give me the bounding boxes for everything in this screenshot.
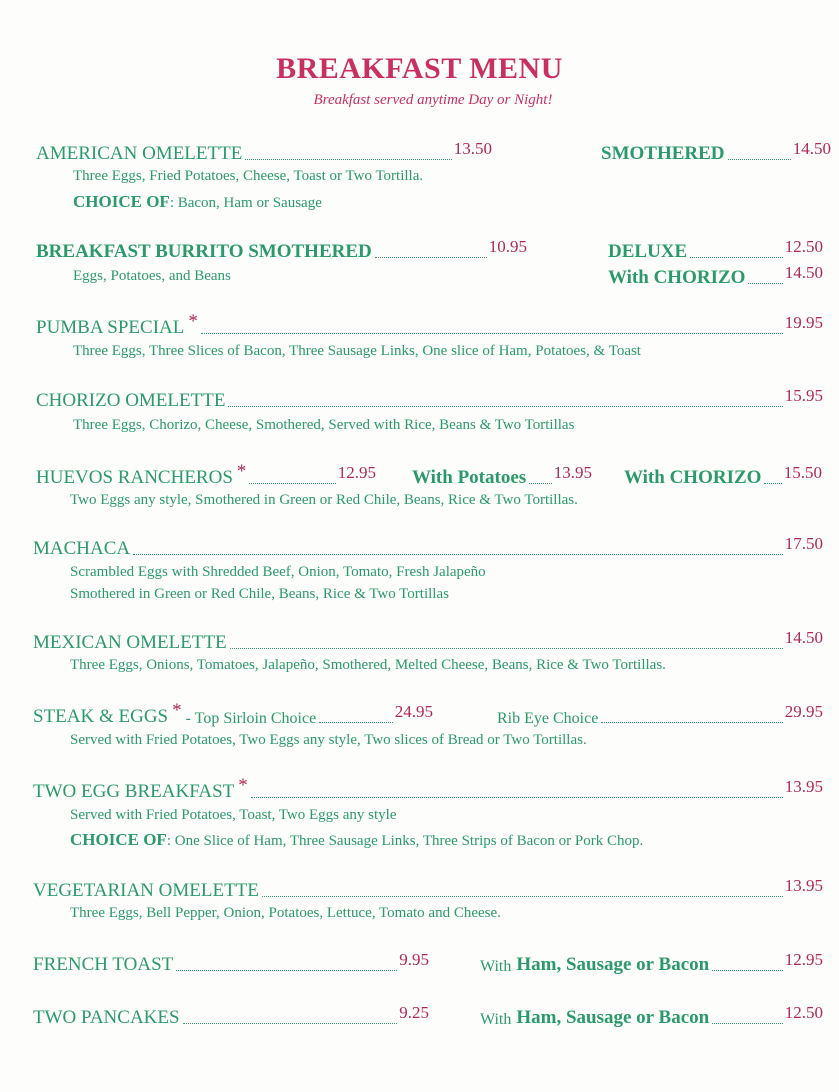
leader-dots [601,722,782,723]
item-price: 13.95 [784,876,823,895]
leader-dots [251,797,783,798]
item-name: SMOTHERED [601,143,725,164]
huevos-with-chorizo-row [624,465,822,489]
item-name: With Potatoes [412,467,527,488]
menu-title: BREAKFAST MENU [276,52,563,85]
pumba-special-desc: Three Eggs, Three Slices of Bacon, Three Sausage Links, One slice of Ham, Potatoes, & Toast [73,343,641,359]
sirloin-label: - Top Sirloin Choice [185,710,317,727]
with-label: With [480,1011,512,1028]
two-pancakes-with-row [480,1005,823,1029]
star-marker: * [172,700,182,721]
item-price: 12.95 [784,950,823,969]
item-price: 13.95 [553,463,592,482]
french-toast-with-row [480,952,823,976]
vegetarian-omelette-desc: Three Eggs, Bell Pepper, Onion, Potatoes, Lettuce, Tomato and Cheese. [70,905,501,921]
french-toast-row [33,952,429,976]
item-price: 29.95 [784,702,823,721]
star-marker: * [236,461,247,482]
with-items: Ham, Sausage or Bacon [516,1007,710,1028]
item-name: HUEVOS RANCHEROS [36,467,233,488]
star-marker: * [188,311,198,332]
item-name: VEGETARIAN OMELETTE [33,880,259,901]
steak-and-eggs-row [33,700,433,728]
item-name: CHORIZO OMELETTE [36,390,226,411]
mexican-omelette-row [33,630,823,654]
with-label: With [480,958,512,975]
item-price: 17.50 [784,534,823,553]
item-price: 19.95 [784,313,823,332]
deluxe-row [608,239,823,263]
huevos-rancheros-desc: Two Eggs any style, Smothered in Green or Red Chile, Beans, Rice & Two Tortillas. [70,492,578,508]
item-price: 9.95 [399,950,429,969]
chorizo-omelette-desc: Three Eggs, Chorizo, Cheese, Smothered, Served with Rice, Beans & Two Tortillas [73,417,575,433]
leader-dots [690,257,783,258]
with-items: Ham, Sausage or Bacon [516,954,710,975]
machaca-row [33,536,823,560]
item-price: 15.95 [784,386,823,405]
american-omelette-row [36,141,492,165]
item-name: With CHORIZO [624,467,762,488]
item-price: 13.50 [453,139,492,158]
pumba-special-row [36,311,823,339]
item-price: 12.50 [784,1003,823,1022]
item-name: AMERICAN OMELETTE [36,143,243,164]
smothered-row [601,141,831,165]
two-egg-breakfast-desc: Served with Fried Potatoes, Toast, Two Eggs any style [70,807,397,823]
item-name: STEAK & EGGS [33,706,169,727]
steak-and-eggs-desc: Served with Fried Potatoes, Two Eggs any style, Two slices of Bread or Two Tortillas. [70,732,587,748]
leader-dots [764,483,781,484]
machaca-desc-line2: Smothered in Green or Red Chile, Beans, Rice & Two Tortillas [70,586,449,602]
leader-dots [529,483,552,484]
item-name: DELUXE [608,241,688,262]
item-price: 10.95 [488,237,527,256]
machaca-desc-line1: Scrambled Eggs with Shredded Beef, Onion, Tomato, Fresh Jalapeño [70,564,486,580]
item-name: TWO PANCAKES [33,1007,180,1028]
breakfast-burrito-row [36,239,527,263]
item-name: MACHACA [33,538,131,559]
huevos-with-potatoes-row [412,465,592,489]
item-name: BREAKFAST BURRITO SMOTHERED [36,241,372,262]
huevos-rancheros-row [36,461,376,489]
leader-dots [728,159,791,160]
item-price: 14.50 [792,139,831,158]
choice-text: : Bacon, Ham or Sausage [169,195,322,211]
leader-dots [712,1023,783,1024]
leader-dots [375,257,487,258]
with-chorizo-row [608,265,823,289]
american-omelette-desc: Three Eggs, Fried Potatoes, Cheese, Toast or Two Tortilla. [73,168,424,184]
choice-label: CHOICE OF [70,830,167,849]
item-name: TWO EGG BREAKFAST [33,781,235,802]
ribeye-label: Rib Eye Choice [497,710,599,727]
item-name: With CHORIZO [608,267,746,288]
item-name: MEXICAN OMELETTE [33,632,227,653]
item-price: 13.95 [784,777,823,796]
leader-dots [712,970,783,971]
leader-dots [133,554,783,555]
leader-dots [748,283,782,284]
breakfast-burrito-desc: Eggs, Potatoes, and Beans [73,268,231,284]
two-egg-breakfast-choice [70,830,643,850]
leader-dots [176,970,397,971]
item-price: 12.95 [337,463,376,482]
item-name: FRENCH TOAST [33,954,174,975]
leader-dots [230,648,783,649]
leader-dots [201,333,783,334]
leader-dots [262,896,783,897]
vegetarian-omelette-row [33,878,823,902]
two-pancakes-row [33,1005,429,1029]
item-price: 15.50 [783,463,822,482]
rib-eye-row [497,704,823,728]
item-price: 14.50 [784,263,823,282]
leader-dots [245,159,451,160]
choice-label: CHOICE OF [73,192,170,211]
choice-text: : One Slice of Ham, Three Sausage Links, Three Strips of Bacon or Pork Chop. [166,833,644,849]
mexican-omelette-desc: Three Eggs, Onions, Tomatoes, Jalapeño, Smothered, Melted Cheese, Beans, Rice & Two Tortillas. [70,657,666,673]
leader-dots [183,1023,398,1024]
leader-dots [249,483,335,484]
item-price: 12.50 [784,237,823,256]
item-price: 24.95 [394,702,433,721]
menu-subtitle: Breakfast served anytime Day or Night! [313,92,553,108]
item-price: 9.25 [399,1003,429,1022]
chorizo-omelette-row [36,388,823,412]
item-price: 14.50 [784,628,823,647]
star-marker: * [238,775,248,796]
leader-dots [228,406,782,407]
two-egg-breakfast-row [33,775,823,803]
leader-dots [319,722,393,723]
item-name: PUMBA SPECIAL [36,317,185,338]
american-omelette-choice [73,192,322,212]
